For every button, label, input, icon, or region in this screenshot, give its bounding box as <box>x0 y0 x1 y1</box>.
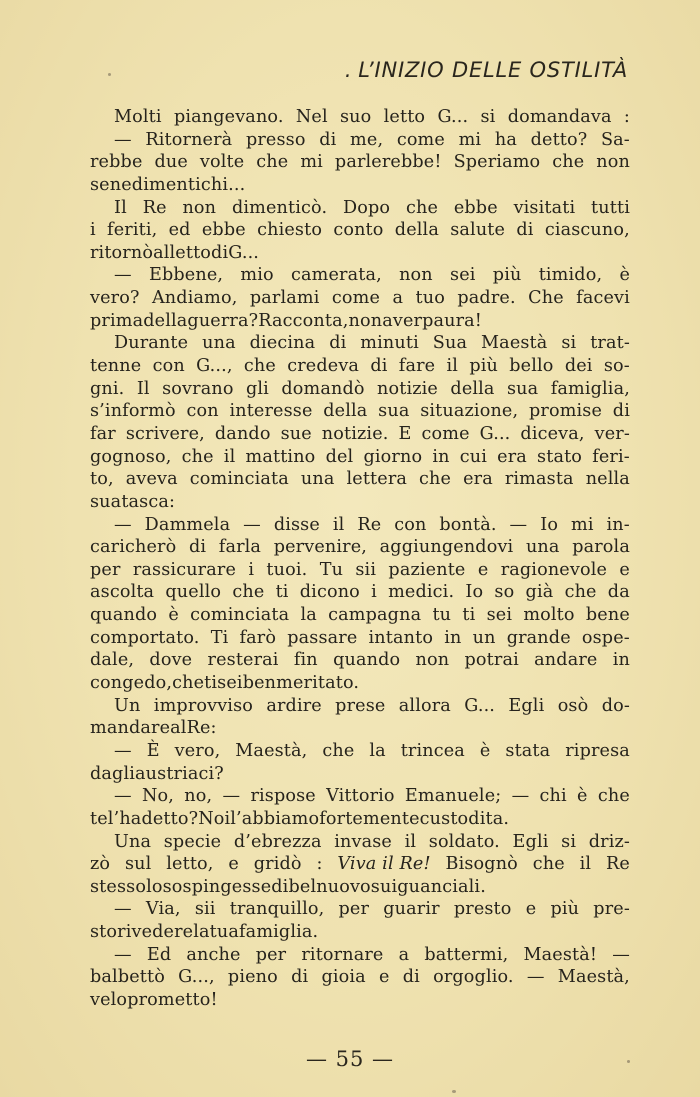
text-line: vero? Andiamo, parlami come a tuo padre. Che facevi <box>90 288 630 309</box>
paper-speck <box>108 73 111 76</box>
text-line: ascolta quello che ti dicono i medici. Io so già che da <box>90 582 630 603</box>
text-line: Molti piangevano. Nel suo letto G... si domandava : <box>114 107 630 127</box>
text-line: — Dammela — disse il Re con bontà. — Io mi in- <box>114 514 630 535</box>
text-line: prima della guerra? Racconta, non aver paura! <box>90 310 483 331</box>
text-line: comportato. Ti farò passare intanto in un grande ospe- <box>90 627 630 648</box>
text-line: gni. Il sovrano gli domandò notizie della sua famiglia, <box>90 378 630 399</box>
text-line: — Ed anche per ritornare a battermi, Maestà! — <box>114 944 630 965</box>
running-head-title: L’INIZIO DELLE OSTILITÀ <box>358 58 628 82</box>
page-number: — 55 — <box>305 1047 395 1071</box>
text-line: tenne con G..., che credeva di fare il più bello dei so- <box>90 356 630 377</box>
text-line: Una specie d’ebrezza invase il soldato. Egli si driz- <box>114 831 630 852</box>
text-line: — Via, sii tranquillo, per guarir presto e più pre- <box>114 899 630 920</box>
text-line: rebbe due volte che mi parlerebbe! Speriamo che non <box>90 152 630 173</box>
text-line: ritornò al letto di G... <box>90 242 260 263</box>
running-head-dot: . <box>344 58 353 82</box>
text-line: — Ebbene, mio camerata, non sei più timido, è <box>114 265 630 286</box>
text-line: sto rivedere la tua famiglia. <box>90 922 319 943</box>
paper-speck <box>452 1090 456 1093</box>
text-line: caricherò di farla pervenire, aggiungendovi una parola <box>90 537 630 558</box>
text-line: gognoso, che il mattino del giorno in cui era stato feri- <box>90 446 630 467</box>
text-line: mandare al Re : <box>90 718 217 739</box>
text-line: i feriti, ed ebbe chiesto conto della salute di ciascuno, <box>90 220 630 241</box>
text-line: te l’ha detto? Noi l’abbiamo fortemente custodita. <box>90 808 510 829</box>
text-line: Durante una diecina di minuti Sua Maestà si trat- <box>114 333 630 354</box>
text-line: zò sul letto, e gridò : Viva il Re! Bisognò che il Re <box>90 854 630 875</box>
body-text <box>90 106 630 1012</box>
text-line: — È vero, Maestà, che la trincea è stata ripresa <box>114 740 630 761</box>
running-head <box>345 58 628 82</box>
text-line: se ne dimentichi... <box>90 174 246 195</box>
text-line: — No, no, — rispose Vittorio Emanuele; — chi è che <box>114 786 630 807</box>
text-line: Un improvviso ardire prese allora G... Egli osò do- <box>114 695 630 716</box>
text-line: balbettò G..., pieno di gioia e di orgoglio. — Maestà, <box>90 967 630 988</box>
text-line: quando è cominciata la campagna tu ti sei molto bene <box>90 605 630 626</box>
text-line: sua tasca : <box>90 491 176 512</box>
text-line: s’informò con interesse della sua situazione, promise di <box>90 401 630 422</box>
text-line: far scrivere, dando sue notizie. E come G... diceva, ver- <box>90 423 630 444</box>
text-line: Il Re non dimenticò. Dopo che ebbe visitati tutti <box>114 197 630 218</box>
text-line: dale, dove resterai fin quando non potrai andare in <box>90 650 630 671</box>
text-line: — Ritornerà presso di me, come mi ha detto? Sa- <box>114 129 630 150</box>
text-line: stesso lo sospingesse di bel nuovo sui guanciali. <box>90 876 486 897</box>
paper-speck <box>627 1060 630 1063</box>
text-line: congedo, che ti sei ben meritato. <box>90 673 360 694</box>
text-line: per rassicurare i tuoi. Tu sii paziente e ragionevole e <box>90 559 630 580</box>
text-line: dagli austriaci? <box>90 763 224 784</box>
text-line: ve lo prometto! <box>90 989 218 1010</box>
text-line: to, aveva cominciata una lettera che era rimasta nella <box>90 469 630 490</box>
